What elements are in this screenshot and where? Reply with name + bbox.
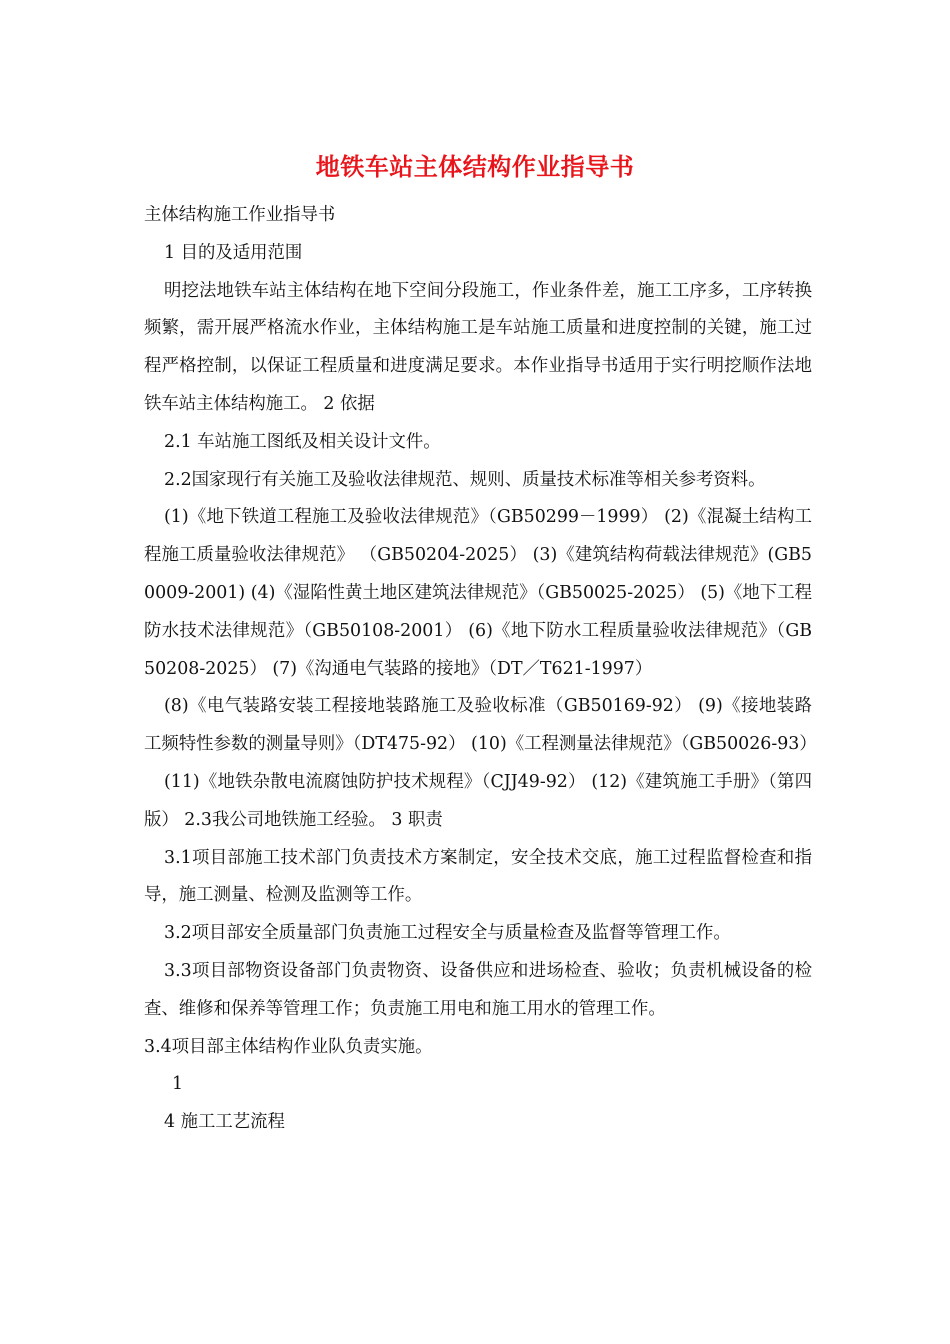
document-body	[144, 197, 817, 1142]
document-title: 地铁车站主体结构作业指导书	[315, 153, 635, 181]
page-number: 1	[172, 1074, 184, 1095]
subtitle-paragraph: 主体结构施工作业指导书	[144, 205, 336, 225]
standards-list-2: (8)《电气装路安装工程接地装路施工及验收标准（GB50169-92） (9)《接地装路工频特性参数的测量导则》（DT475-92） (10)《工程测量法律规范》（GB50026-93）	[144, 696, 817, 755]
duty-3-4: 3.4项目部主体结构作业队负责实施。	[144, 1036, 433, 1057]
duty-3-1: 3.1项目部施工技术部门负责技术方案制定，安全技术交底，施工过程监督检查和指导，施工测量、检测及监测等工作。	[144, 847, 812, 906]
section-heading-4: 4 施工工艺流程	[164, 1112, 285, 1133]
standards-list-1: (1)《地下铁道工程施工及验收法律规范》（GB50299－1999） (2)《混凝土结构工程施工质量验收法律规范》 （GB50204-2025） (3)《建筑结构荷载法律规范》(GB50009-2001) (4)《湿陷性黄土地区建筑法律规范》（GB50025-2025） (5)《地下工程防水技术法律规范》（GB50108-2001） (6)《地下防水工程质量验收法律规范》（GB50208-2025） (7)《沟通电气装路的接地》（DT／T621-1997）	[144, 507, 812, 679]
section-heading-1: 1 目的及适用范围	[164, 242, 303, 263]
standards-list-3: (11)《地铁杂散电流腐蚀防护技术规程》（CJJ49-92） (12)《建筑施工手册》（第四版） 2.3我公司地铁施工经验。 3 职责	[144, 771, 812, 830]
duty-3-2: 3.2项目部安全质量部门负责施工过程安全与质量检查及监督等管理工作。	[164, 923, 731, 944]
purpose-paragraph: 明挖法地铁车站主体结构在地下空间分段施工，作业条件差，施工工序多，工序转换频繁，需开展严格流水作业，主体结构施工是车站施工质量和进度控制的关键，施工过程严格控制，以保证工程质量和进度满足要求。本作业指导书适用于实行明挖顺作法地铁车站主体结构施工。 2 依据	[144, 280, 812, 414]
duty-3-3: 3.3项目部物资设备部门负责物资、设备供应和进场检查、验收；负责机械设备的检查、维修和保养等管理工作；负责施工用电和施工用水的管理工作。	[144, 960, 812, 1019]
basis-item-2-1: 2.1 车站施工图纸及相关设计文件。	[164, 431, 441, 452]
basis-item-2-2: 2.2国家现行有关施工及验收法律规范、规则、质量技术标准等相关参考资料。	[164, 469, 766, 490]
